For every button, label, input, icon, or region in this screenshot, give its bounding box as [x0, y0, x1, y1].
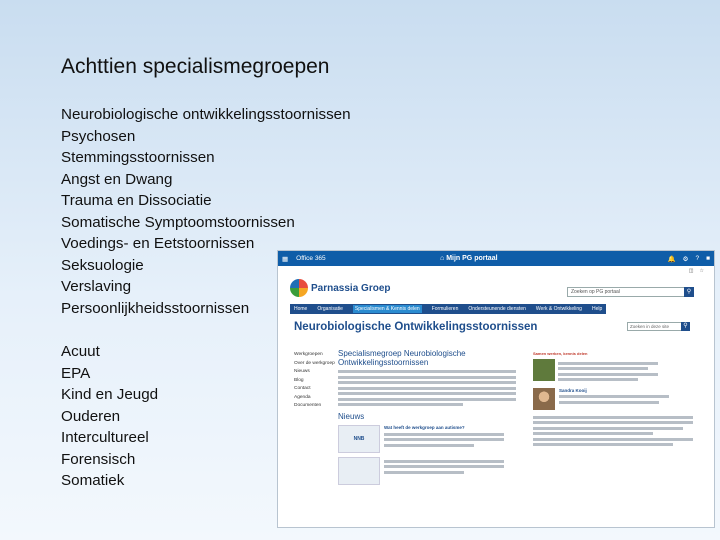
list-item: Neurobiologische ontwikkelingsstoornissen: [61, 106, 351, 123]
search-input[interactable]: Zoeken op PG portaal: [567, 287, 693, 297]
list-item: Psychosen: [61, 127, 136, 145]
list-item: Persoonlijkheidsstoornissen: [61, 299, 250, 317]
site-search-icon[interactable]: ⚲: [681, 322, 690, 331]
list-item: Seksuologie: [61, 256, 144, 274]
list-item: Somatiek: [61, 472, 125, 489]
bell-icon[interactable]: 🔔: [667, 255, 676, 263]
intro-text-block: [338, 370, 516, 406]
list-item: Voedings- en Eetstoornissen: [61, 235, 255, 252]
home-icon: ⌂: [440, 255, 445, 262]
expert-name: Sandra Kooij: [559, 387, 587, 393]
side-menu-item[interactable]: Werkgroepen: [294, 352, 323, 357]
nav-item[interactable]: Home: [294, 306, 308, 312]
gear-icon[interactable]: ⚙: [682, 255, 689, 263]
nav-item-active[interactable]: Specialismen & Kennis delen: [354, 306, 420, 312]
list-item: Verslaving: [61, 278, 132, 295]
nav-item[interactable]: Formulieren: [431, 306, 459, 312]
star-icon[interactable]: ☆: [699, 268, 704, 274]
parnassia-logo[interactable]: [290, 279, 390, 297]
main-content: [338, 349, 516, 485]
list-item: Angst en Dwang: [61, 170, 173, 188]
list-item: Ouderen: [61, 407, 121, 425]
site-search-input[interactable]: Zoeken in deze site: [627, 322, 683, 331]
list-item: Trauma en Dissociatie: [61, 192, 212, 209]
list-item: Stemmingsstoornissen: [61, 149, 215, 166]
side-menu-item[interactable]: Blog: [294, 377, 304, 383]
side-menu-item[interactable]: Nieuws: [294, 369, 310, 374]
contact-block: [533, 416, 708, 447]
news-thumbnail: [338, 457, 380, 485]
expert-card[interactable]: [533, 388, 708, 410]
list-item: Acuut: [61, 343, 100, 360]
portal-screenshot: [277, 250, 715, 528]
list-item: Kind en Jeugd: [61, 386, 159, 403]
search-icon[interactable]: ⚲: [684, 287, 694, 297]
expert-photo: [533, 388, 555, 410]
list-item: EPA: [61, 364, 91, 382]
help-icon[interactable]: ?: [695, 255, 700, 262]
nav-item[interactable]: Werk & Ontwikkeling: [535, 306, 582, 312]
side-menu: [294, 351, 335, 411]
office-label[interactable]: Office 365: [296, 255, 326, 262]
page-title: Neurobiologische Ontwikkelingsstoornissen: [294, 321, 538, 333]
list-item: Intercultureel: [61, 429, 149, 446]
panel-heading: Samen werken, kennis delen: [533, 351, 588, 356]
news-item[interactable]: [338, 425, 516, 453]
side-menu-item[interactable]: Documenten: [294, 403, 322, 408]
side-panel: [533, 351, 708, 449]
main-nav: [290, 304, 606, 314]
slide-title: Achttien specialismegroepen: [61, 55, 330, 78]
list-item: Somatische Symptoomstoornissen: [61, 213, 295, 231]
logo-text: Parnassia Groep: [311, 282, 391, 294]
group-photo[interactable]: [533, 359, 555, 381]
news-heading: Nieuws: [338, 412, 365, 421]
share-follow-bar: [689, 268, 704, 274]
avatar[interactable]: ■: [706, 255, 710, 262]
app-launcher-icon[interactable]: ▦: [282, 255, 289, 263]
specialism-list-secondary: [61, 341, 158, 492]
nav-item[interactable]: Help: [591, 306, 603, 312]
side-menu-item[interactable]: Agenda: [294, 394, 311, 400]
list-item: Forensisch: [61, 450, 136, 468]
portal-label[interactable]: ⌂ Mijn PG portaal: [440, 255, 498, 262]
nav-item[interactable]: Organisatie: [317, 306, 343, 312]
share-icon[interactable]: ◫: [688, 268, 694, 274]
office-topbar: [278, 251, 714, 266]
section-heading: Specialismegroep Neurobiologische Ontwikkelingsstoornissen: [338, 349, 466, 367]
nav-item[interactable]: Ondersteunende diensten: [468, 306, 526, 312]
news-item-title[interactable]: Wat heeft de werkgroep aan autisme?: [384, 425, 465, 430]
side-menu-item[interactable]: Over de werkgroep: [294, 360, 335, 366]
side-menu-item[interactable]: Contact: [294, 386, 311, 391]
photo-row: [533, 359, 708, 384]
news-thumbnail: NNB: [338, 425, 380, 453]
logo-mark-icon: [290, 279, 308, 297]
news-item[interactable]: [338, 457, 516, 485]
